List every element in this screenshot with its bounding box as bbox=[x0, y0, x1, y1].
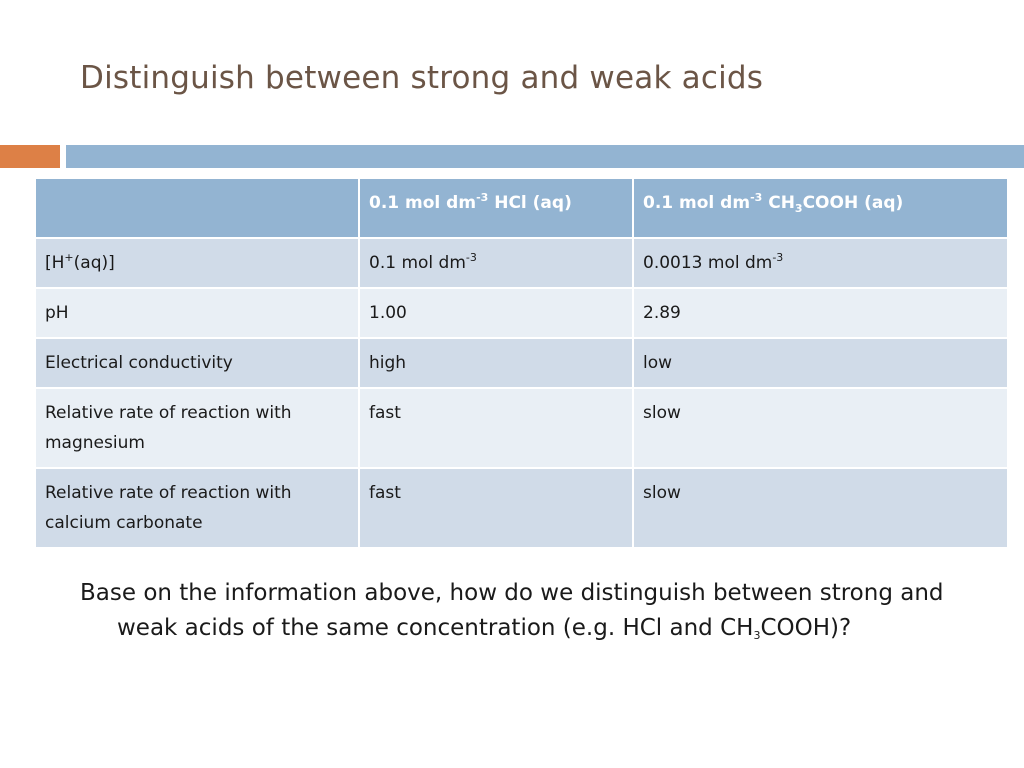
cell-strong-rate-magnesium: fast bbox=[359, 388, 633, 468]
table-row bbox=[35, 338, 1008, 388]
header-ch3cooh: 0.1 mol $dm^{-3}$ $CH_3COOH$ (aq) bbox=[633, 178, 1008, 238]
question-text: Base on the information above, how do we distinguish between strong and weak acids of the same concentration (e.g. HCl and $CH_3COOH$)? bbox=[80, 580, 944, 642]
header-empty-cell bbox=[35, 178, 359, 238]
table-row bbox=[35, 288, 1008, 338]
accent-bar-blue bbox=[66, 145, 1024, 168]
row-label-conductivity: Electrical conductivity bbox=[35, 338, 359, 388]
accent-bar-orange bbox=[0, 145, 60, 168]
table-row bbox=[35, 468, 1008, 548]
row-label-rate-calcium-carbonate: Relative rate of reaction with calcium carbonate bbox=[35, 468, 359, 548]
header-hcl: 0.1 mol $dm^{-3}$ HCl (aq) bbox=[359, 178, 633, 238]
row-label-rate-magnesium: Relative rate of reaction with magnesium bbox=[35, 388, 359, 468]
table-row bbox=[35, 388, 1008, 468]
cell-weak-conductivity: low bbox=[633, 338, 1008, 388]
cell-strong-conductivity: high bbox=[359, 338, 633, 388]
table-row bbox=[35, 238, 1008, 288]
cell-weak-h-concentration: 0.0013 mol $dm^{-3}$ bbox=[633, 238, 1008, 288]
cell-weak-ph: 2.89 bbox=[633, 288, 1008, 338]
slide-title: Distinguish between strong and weak acids bbox=[80, 60, 764, 96]
table-header-row bbox=[35, 178, 1008, 238]
cell-weak-rate-calcium-carbonate: slow bbox=[633, 468, 1008, 548]
cell-strong-h-concentration: 0.1 mol $dm^{-3}$ bbox=[359, 238, 633, 288]
cell-strong-rate-calcium-carbonate: fast bbox=[359, 468, 633, 548]
row-label-ph: pH bbox=[35, 288, 359, 338]
cell-strong-ph: 1.00 bbox=[359, 288, 633, 338]
cell-weak-rate-magnesium: slow bbox=[633, 388, 1008, 468]
row-label-h-concentration: [H+(aq)] bbox=[35, 238, 359, 288]
comparison-table bbox=[34, 177, 1009, 549]
